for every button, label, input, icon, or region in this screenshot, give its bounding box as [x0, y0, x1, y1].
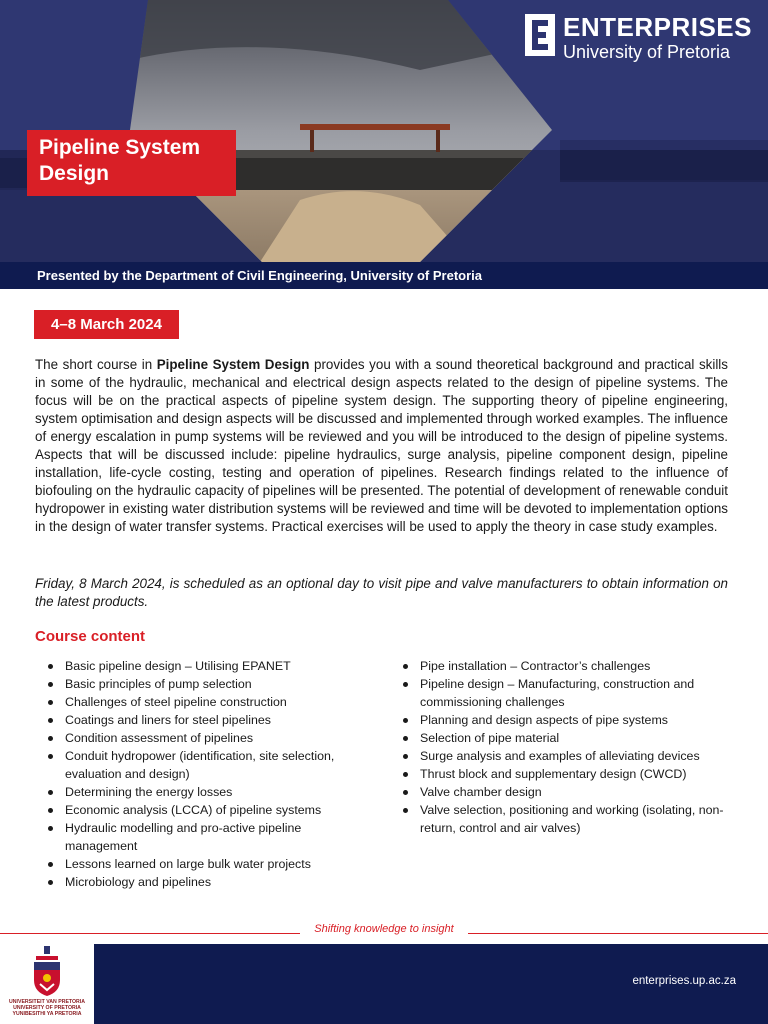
- list-item: Pipe installation – Contractor’s challenges: [403, 657, 733, 675]
- bullet-icon: [48, 808, 53, 813]
- bullet-icon: [403, 808, 408, 813]
- list-item: Selection of pipe material: [403, 729, 733, 747]
- brand-name: ENTERPRISES: [563, 12, 752, 42]
- bullet-icon: [403, 790, 408, 795]
- crest-text: UNIVERSITEIT VAN PRETORIA UNIVERSITY OF PRETORIA YUNIBESITHI YA PRETORIA: [9, 999, 85, 1017]
- list-item: Economic analysis (LCCA) of pipeline systems: [48, 801, 368, 819]
- course-content-list-left: [48, 657, 368, 891]
- optional-day-note: Friday, 8 March 2024, is scheduled as an optional day to visit pipe and valve manufacturers to obtain information on the latest products.: [35, 576, 728, 609]
- bullet-icon: [48, 880, 53, 885]
- bullet-icon: [48, 754, 53, 759]
- course-content-list-right: [403, 657, 733, 837]
- list-item: Valve chamber design: [403, 783, 733, 801]
- list-item: Conduit hydropower (identification, site selection, evaluation and design): [48, 747, 368, 783]
- list-item: Thrust block and supplementary design (CWCD): [403, 765, 733, 783]
- intro-course-name: Pipeline System Design: [156, 357, 310, 372]
- bullet-icon: [48, 826, 53, 831]
- course-content-heading: Course content: [35, 628, 146, 645]
- bullet-icon: [48, 862, 53, 867]
- bullet-icon: [403, 754, 408, 759]
- bullet-icon: [48, 718, 53, 723]
- course-title-line-1: Pipeline System: [39, 136, 201, 159]
- list-item: Coatings and liners for steel pipelines: [48, 711, 368, 729]
- brand-subtitle: University of Pretoria: [563, 42, 731, 62]
- list-item: Surge analysis and examples of alleviating devices: [403, 747, 733, 765]
- list-item: Determining the energy losses: [48, 783, 368, 801]
- bullet-icon: [48, 700, 53, 705]
- course-title-line-2: Design: [39, 162, 110, 185]
- intro-body: provides you with a sound theoretical background and practical skills in some of the hydraulic, mechanical and electrical design aspects related to the design of pipeline systems. The focus will be on the practical aspects of pipeline system design. The supporting theory of pipeline engineering, system optimisation and design aspects will be discussed and implemented through worked examples. The influence of energy escalation in pump systems will be reviewed and you will be introduced to the design of pipeline systems. Aspects that will be discussed include: pipeline hydraulics, surge analysis, pipeline component design, pipeline installation, life-cycle costing, testing and operation of pipelines. Research findings related to the influence of biofouling on the hydraulic capacity of pipelines will be presented. The potential of development of renewable conduit hydropower in existing water distribution systems will be reviewed and time will be devoted to implementation options in the design of water transfer systems. Practical exercises will be used to apply the theory in case study examples.: [35, 357, 728, 534]
- course-intro: [35, 356, 728, 536]
- list-item: Lessons learned on large bulk water projects: [48, 855, 368, 873]
- bullet-icon: [48, 664, 53, 669]
- intro-lead: The short course in: [35, 357, 157, 372]
- bullet-icon: [48, 736, 53, 741]
- website-link[interactable]: enterprises.up.ac.za: [632, 975, 736, 987]
- presented-by-bar: Presented by the Department of Civil Engineering, University of Pretoria: [0, 262, 768, 289]
- bullet-icon: [403, 772, 408, 777]
- list-item: Valve selection, positioning and working (isolating, non-return, control and air valves): [403, 801, 733, 837]
- list-item: Hydraulic modelling and pro-active pipeline management: [48, 819, 368, 855]
- bullet-icon: [403, 718, 408, 723]
- list-item: Condition assessment of pipelines: [48, 729, 368, 747]
- list-item: Pipeline design – Manufacturing, construction and commissioning challenges: [403, 675, 733, 711]
- list-item: Basic pipeline design – Utilising EPANET: [48, 657, 368, 675]
- tagline: Shifting knowledge to insight: [0, 923, 768, 935]
- list-item: Challenges of steel pipeline construction: [48, 693, 368, 711]
- list-item: Microbiology and pipelines: [48, 873, 368, 891]
- crest-icon: [30, 946, 64, 998]
- list-item: Planning and design aspects of pipe systems: [403, 711, 733, 729]
- up-crest-logo[interactable]: [0, 944, 94, 1024]
- course-dates: 4–8 March 2024: [34, 310, 179, 339]
- course-title: [27, 130, 236, 196]
- hero-banner: [0, 0, 768, 262]
- bullet-icon: [48, 682, 53, 687]
- list-item: Basic principles of pump selection: [48, 675, 368, 693]
- bullet-icon: [403, 664, 408, 669]
- bullet-icon: [403, 682, 408, 687]
- e-logo-icon: [525, 14, 555, 56]
- bullet-icon: [403, 736, 408, 741]
- bullet-icon: [48, 790, 53, 795]
- enterprises-logo[interactable]: [525, 14, 752, 61]
